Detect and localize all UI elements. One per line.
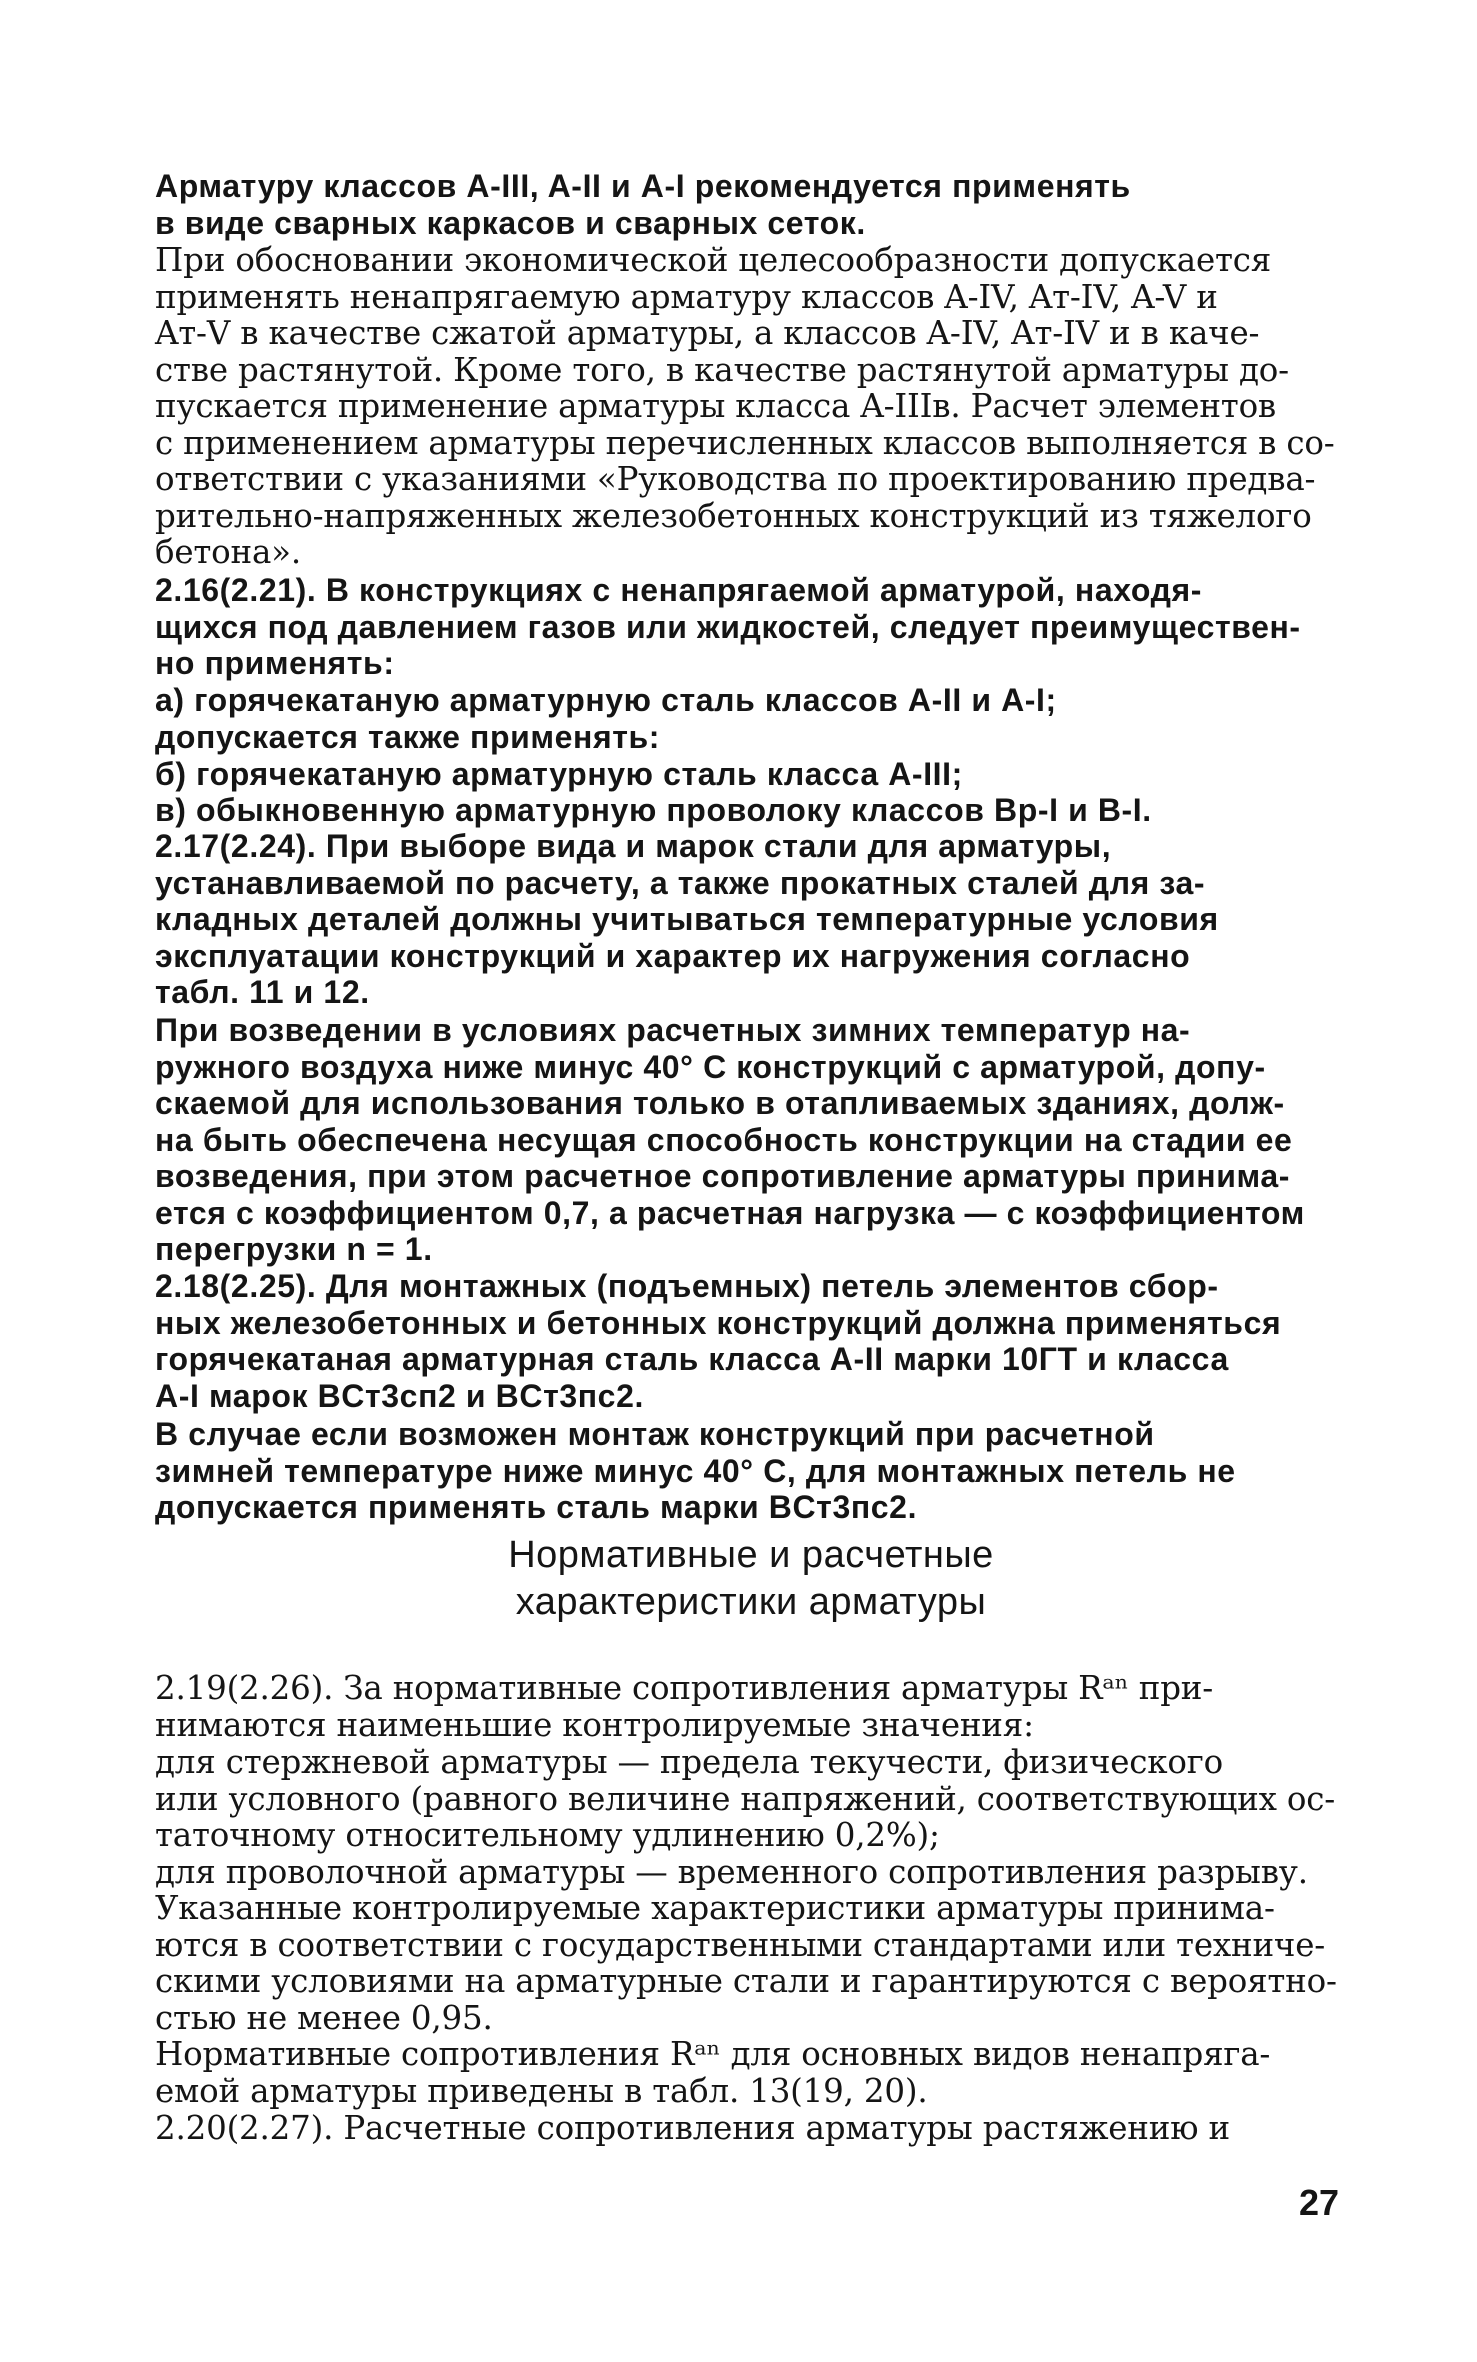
- text-line: бетона».: [155, 533, 301, 571]
- text-line: 2.20(2.27). Расчетные сопротивления арматуры растяжению и: [155, 2109, 1230, 2147]
- text-line: 2.19(2.26). За нормативные сопротивления арматуры Rᵃⁿ при-: [155, 1669, 1214, 1707]
- list-item-a: [155, 682, 1347, 755]
- paragraph-rod-reinforcement: [155, 1744, 1347, 1854]
- text-line: кладных деталей должны учитываться температурные условия: [155, 901, 1219, 937]
- heading-line-2: характеристики арматуры: [515, 1581, 987, 1623]
- text-line: допускается применять сталь марки BСт3пс2.: [155, 1489, 918, 1525]
- text-line: При обосновании экономической целесообразности допускается: [155, 241, 1272, 279]
- text-line: применять ненапрягаемую арматуру классов A-IV, Aт-IV, A-V и: [155, 277, 1218, 316]
- text-line: При возведении в условиях расчетных зимних температур на-: [155, 1012, 1191, 1048]
- paragraph-winter-erection: [155, 1012, 1347, 1268]
- list-item-v: [155, 792, 1347, 829]
- text-line: стве растянутой. Кроме того, в качестве растянутой арматуры до-: [155, 350, 1289, 389]
- section-heading: [155, 1532, 1347, 1626]
- paragraph-2-20: [155, 2110, 1347, 2147]
- text-line: Aт-V в качестве сжатой арматуры, а классов A-IV, Aт-IV и в каче-: [155, 314, 1260, 352]
- paragraph-mounting-loops: [155, 1416, 1347, 1526]
- text-line: В случае если возможен монтаж конструкций при расчетной: [155, 1416, 1155, 1452]
- paragraph-2-17: [155, 828, 1347, 1011]
- text-line: скими условиями на арматурные стали и гарантируются с вероятно-: [155, 1962, 1337, 2000]
- text-line: ется с коэффициентом 0,7, а расчетная нагрузка — с коэффициентом: [155, 1194, 1305, 1231]
- text-line: устанавливаемой по расчету, а также прокатных сталей для за-: [155, 864, 1206, 901]
- text-line: допускается также применять:: [155, 718, 661, 755]
- text-line: перегрузки n = 1.: [155, 1231, 433, 1267]
- text-line: A-I марок BСт3сп2 и BСт3пс2.: [155, 1377, 644, 1414]
- text-line: ются в соответствии с государственными стандартами или техниче-: [155, 1925, 1326, 1964]
- text-line: пускается применение арматуры класса A-IIIв. Расчет элементов: [155, 387, 1277, 425]
- page-number: 27: [1298, 2182, 1339, 2223]
- paragraph-economic-feasibility: [155, 242, 1347, 571]
- paragraph-controlled-characteristics: [155, 1890, 1347, 2036]
- text-line: таточному относительному удлинению 0,2%);: [155, 1816, 940, 1854]
- paragraph-welded-frames: [155, 168, 1347, 241]
- text-line: эксплуатации конструкций и характер их нагружения согласно: [155, 937, 1191, 974]
- text-line: для проволочной арматуры — временного сопротивления разрыву.: [155, 1853, 1308, 1891]
- text-line: но применять:: [155, 645, 395, 681]
- text-line: возведения, при этом расчетное сопротивление арматуры принима-: [155, 1158, 1290, 1194]
- list-item-b: [155, 756, 1347, 793]
- text-line: ружного воздуха ниже минус 40° C конструкций с арматурой, допу-: [155, 1048, 1266, 1085]
- heading-line-1: Нормативные и расчетные: [508, 1534, 994, 1576]
- text-line: 2.17(2.24). При выборе вида и марок стали для арматуры,: [155, 828, 1112, 864]
- text-line: в) обыкновенную арматурную проволоку классов Bp-I и B-I.: [155, 792, 1152, 828]
- text-line: горячекатаная арматурная сталь класса A-II марки 10ГТ и класса: [155, 1341, 1229, 1377]
- paragraph-wire-reinforcement: [155, 1854, 1347, 1891]
- text-line: ных железобетонных и бетонных конструкций должна применяться: [155, 1304, 1282, 1341]
- text-line: в виде сварных каркасов и сварных сеток.: [155, 204, 866, 241]
- text-line: ответствии с указаниями «Руководства по проектированию предва-: [155, 460, 1316, 498]
- paragraph-normative-resistance: [155, 2036, 1347, 2109]
- text-line: табл. 11 и 12.: [155, 974, 370, 1010]
- text-line: с применением арматуры перечисленных классов выполняется в со-: [155, 423, 1335, 462]
- paragraph-2-16: [155, 572, 1347, 682]
- text-line: нимаются наименьшие контролируемые значения:: [155, 1705, 1034, 1744]
- text-line: б) горячекатаную арматурную сталь класса A-III;: [155, 756, 963, 792]
- text-line: для стержневой арматуры — предела текучести, физического: [155, 1743, 1223, 1781]
- text-line: Указанные контролируемые характеристики арматуры принима-: [155, 1889, 1275, 1927]
- text-line: а) горячекатаную арматурную сталь классов A-II и A-I;: [155, 682, 1057, 718]
- text-line: зимней температуре ниже минус 40° C, для монтажных петель не: [155, 1452, 1236, 1489]
- text-line: 2.18(2.25). Для монтажных (подъемных) петель элементов сбор-: [155, 1268, 1219, 1304]
- text-line: или условного (равного величине напряжений, соответствующих ос-: [155, 1779, 1335, 1818]
- text-line: стью не менее 0,95.: [155, 1998, 493, 2037]
- paragraph-2-19: [155, 1670, 1347, 1743]
- text-line: Нормативные сопротивления Rᵃⁿ для основных видов ненапряга-: [155, 2035, 1271, 2073]
- text-line: скаемой для использования только в отапливаемых зданиях, долж-: [155, 1085, 1285, 1121]
- text-line: 2.16(2.21). В конструкциях с ненапрягаемой арматурой, находя-: [155, 572, 1203, 608]
- paragraph-2-18: [155, 1268, 1347, 1414]
- text-line: емой арматуры приведены в табл. 13(19, 20).: [155, 2071, 928, 2110]
- text-line: щихся под давлением газов или жидкостей, следует преимуществен-: [155, 608, 1301, 645]
- text-line: Арматуру классов A-III, A-II и A-I рекомендуется применять: [155, 168, 1131, 204]
- text-line: на быть обеспечена несущая способность конструкции на стадии ее: [155, 1121, 1293, 1158]
- text-line: рительно-напряженных железобетонных конструкций из тяжелого: [155, 496, 1312, 535]
